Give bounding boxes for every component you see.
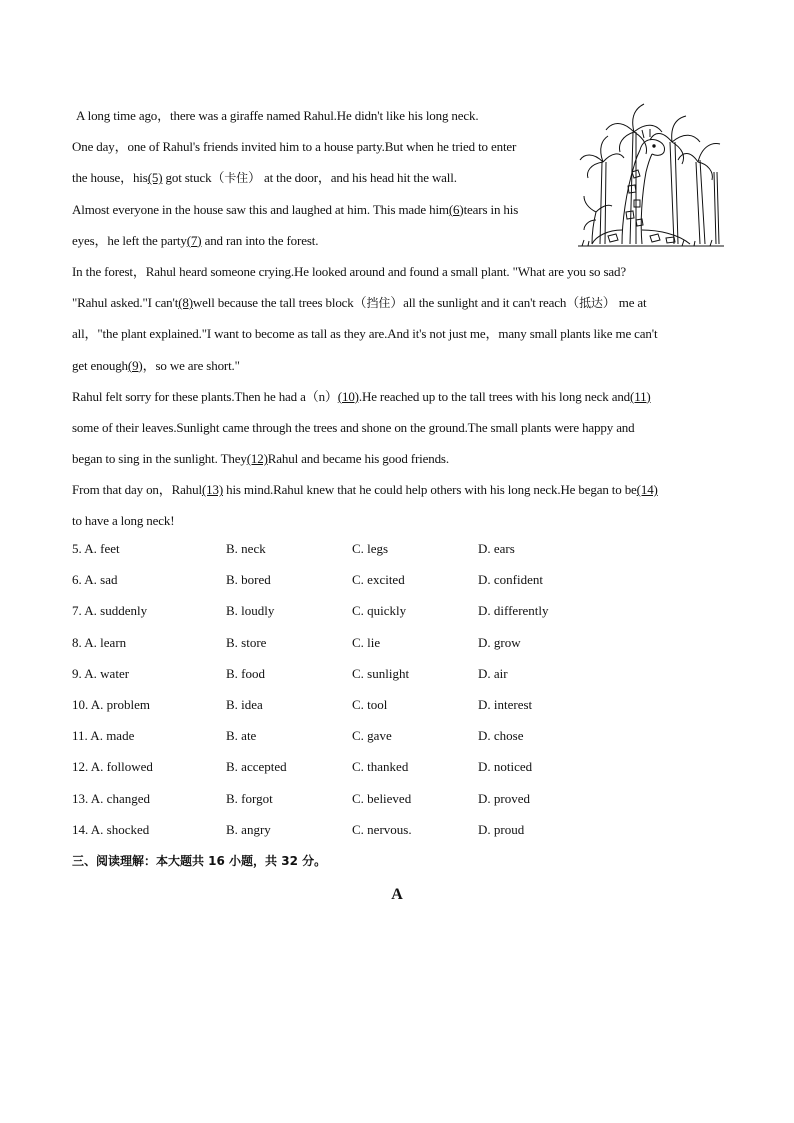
option-d: D. proved xyxy=(478,790,530,806)
passage-line: One day，one of Rahul's friends invited him to a house party.But when he tried to enter xyxy=(72,139,517,155)
option-d: D. chose xyxy=(478,728,524,744)
passage-line: "Rahul asked."I can't(8)well because the tall trees block（挡住）all the sunlight and it can't reach（抵达） me at xyxy=(72,295,647,311)
option-b: B. bored xyxy=(226,572,271,588)
option-a: 5. A. feet xyxy=(72,541,120,556)
part-letter: A xyxy=(391,886,403,903)
options-list xyxy=(72,537,724,849)
question-row xyxy=(72,568,724,599)
option-d: D. grow xyxy=(478,634,521,650)
option-a: 13. A. changed xyxy=(72,790,150,806)
section-heading: 三、阅读理解：本大题共 16 小题，共 32 分。 xyxy=(72,854,327,868)
option-d: D. noticed xyxy=(478,759,533,775)
option-d: D. differently xyxy=(478,603,549,619)
blank-10: (10) xyxy=(337,388,359,404)
blank-14: (14) xyxy=(636,482,658,498)
passage-line: Almost everyone in the house saw this and laughed at him. This made him(6)tears in his xyxy=(72,201,519,217)
option-c: C. nervous. xyxy=(352,821,412,837)
blank-5: (5) xyxy=(147,170,163,186)
blank-8: (8) xyxy=(178,295,193,311)
passage-line: all，"the plant explained."I want to become as tall as they are.And it's not just me，many small plants like me can't xyxy=(72,326,658,342)
blank-6: (6) xyxy=(448,201,464,217)
option-b: B. idea xyxy=(226,696,263,712)
passage-line: From that day on，Rahul(13) his mind.Rahul knew that he could help others with his long neck.He began to be(14) xyxy=(72,482,658,498)
option-d: D. air xyxy=(478,665,508,681)
option-a: 10. A. problem xyxy=(72,696,150,712)
question-row xyxy=(72,818,724,849)
passage-line: to have a long neck! xyxy=(72,513,175,529)
blank-9: (9) xyxy=(127,357,143,373)
option-d: D. interest xyxy=(478,696,533,712)
option-c: C. quickly xyxy=(352,603,407,619)
option-a: 9. A. water xyxy=(72,665,130,681)
option-c: C. tool xyxy=(352,696,388,712)
option-b: B. store xyxy=(226,634,267,650)
question-row xyxy=(72,755,724,786)
option-d: D. proud xyxy=(478,821,525,837)
option-b: B. angry xyxy=(226,821,271,837)
option-b: B. forgot xyxy=(226,790,273,806)
question-row xyxy=(72,724,724,755)
question-row xyxy=(72,693,724,724)
option-b: B. food xyxy=(226,665,265,681)
option-b: B. ate xyxy=(226,728,257,744)
blank-11: (11) xyxy=(630,388,651,404)
passage-line: A long time ago，there was a giraffe named Rahul.He didn't like his long neck. xyxy=(76,108,479,123)
option-b: B. loudly xyxy=(226,603,275,619)
question-row xyxy=(72,599,724,630)
blank-12: (12) xyxy=(246,451,268,467)
option-a: 11. A. made xyxy=(72,728,135,744)
option-c: C. believed xyxy=(352,790,412,806)
passage-line: the house，his(5) got stuck（卡住） at the door，and his head hit the wall. xyxy=(72,170,457,186)
option-a: 12. A. followed xyxy=(72,759,153,775)
passage-line: Rahul felt sorry for these plants.Then he had a（n）(10).He reached up to the tall trees with his long neck and(11) xyxy=(72,388,651,404)
passage-line: began to sing in the sunlight. They(12)Rahul and became his good friends. xyxy=(72,451,449,467)
option-c: C. lie xyxy=(352,634,381,650)
option-c: C. legs xyxy=(352,541,389,556)
passage-line: get enough(9)，so we are short." xyxy=(72,357,240,373)
option-c: C. thanked xyxy=(352,759,409,775)
question-row xyxy=(72,662,724,693)
option-d: D. ears xyxy=(478,541,515,556)
question-row xyxy=(72,631,724,662)
option-c: C. sunlight xyxy=(352,665,410,681)
blank-7: (7) xyxy=(186,232,202,248)
option-a: 6. A. sad xyxy=(72,572,118,588)
giraffe-illustration xyxy=(578,102,724,248)
option-a: 7. A. suddenly xyxy=(72,603,148,619)
passage-line: some of their leaves.Sunlight came through the trees and shone on the ground.The small plants were happy and xyxy=(72,419,635,435)
option-c: C. excited xyxy=(352,572,405,588)
option-b: B. neck xyxy=(226,541,266,556)
blank-13: (13) xyxy=(201,482,223,498)
option-c: C. gave xyxy=(352,728,392,744)
passage-line: eyes，he left the party(7) and ran into the forest. xyxy=(72,232,319,248)
option-b: B. accepted xyxy=(226,759,287,775)
passage-line: In the forest，Rahul heard someone crying.He looked around and found a small plant. "What are you so sad? xyxy=(72,263,626,279)
option-d: D. confident xyxy=(478,572,543,588)
question-row xyxy=(72,537,724,568)
question-row xyxy=(72,787,724,818)
option-a: 8. A. learn xyxy=(72,634,127,650)
option-a: 14. A. shocked xyxy=(72,821,150,837)
